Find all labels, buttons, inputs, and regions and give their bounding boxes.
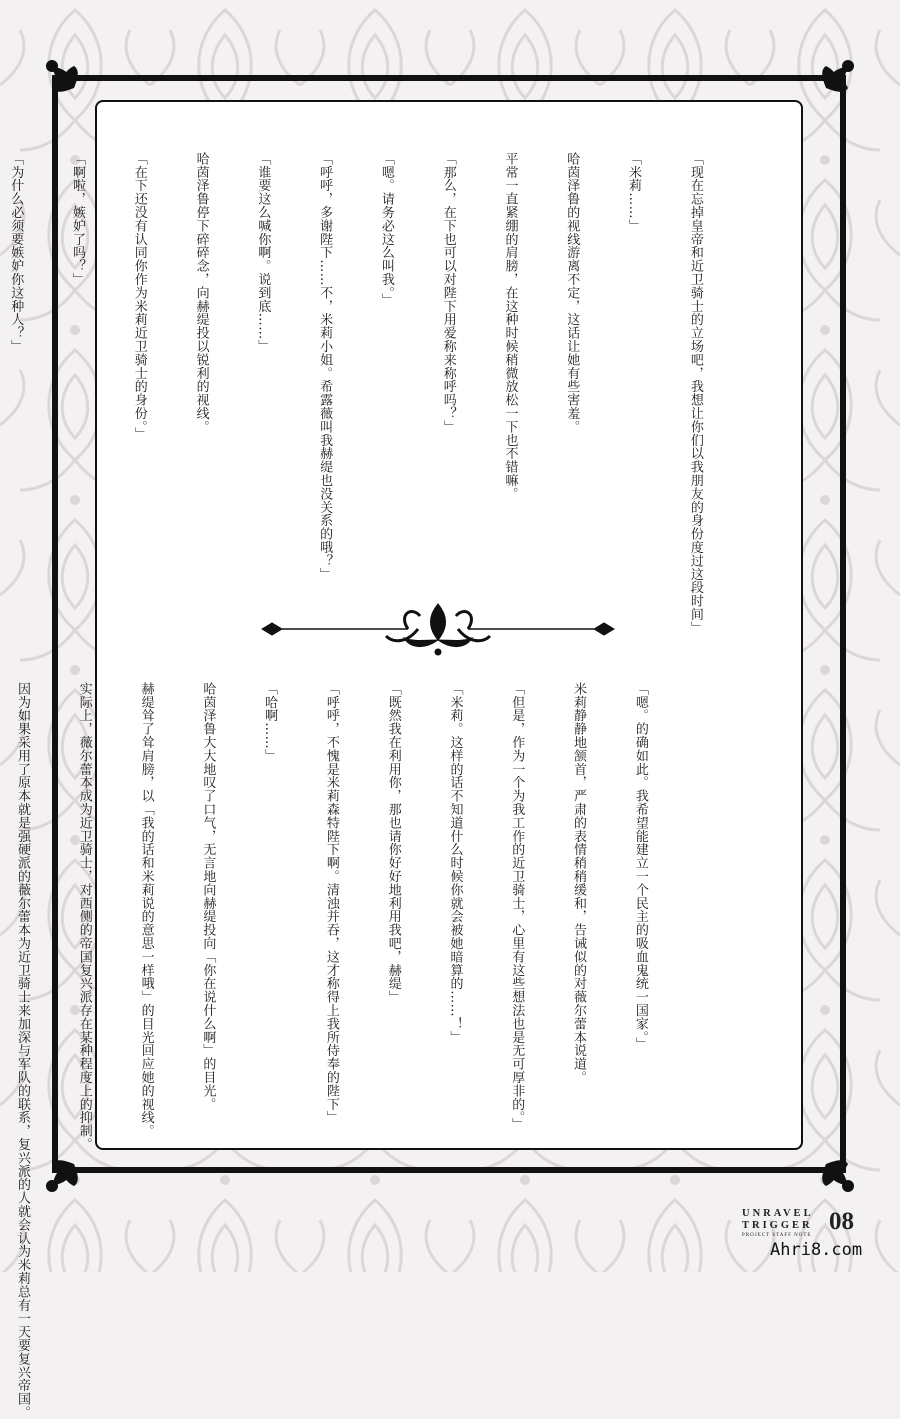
series-logo bbox=[742, 1208, 814, 1240]
text-line: 「呼呼，不愧是米莉森特陛下啊。清浊并吞，这才称得上我所侍奉的陛下」 bbox=[323, 682, 339, 1125]
fleur-ornament-icon bbox=[38, 1128, 110, 1200]
fleur-ornament-icon bbox=[790, 52, 862, 124]
text-line: 「为什么必须要嫉妒你这种人？」 bbox=[8, 152, 24, 353]
text-line: 赫缇耸了耸肩膀，以「我的话和米莉说的意思一样哦」的目光回应她的视线。 bbox=[138, 682, 154, 1138]
text-line: 「呼呼，多谢陛下……不，米莉小姐。希露薇叫我赫缇也没关系的哦？」 bbox=[317, 152, 333, 581]
text-line: 米莉静静地颔首，严肃的表情稍稍缓和，告诫似的对薇尔蕾本说道。 bbox=[571, 682, 587, 1084]
text-line: 「现在忘掉皇帝和近卫骑士的立场吧，我想让你们以我朋友的身份度过这段时间」 bbox=[687, 152, 703, 635]
fleur-ornament-icon bbox=[790, 1128, 862, 1200]
text-line: 「啊啦，嫉妒了吗？」 bbox=[70, 152, 85, 286]
watermark: Ahri8.com bbox=[770, 1240, 863, 1260]
text-line: 「谁要这么喊你啊。说到底……」 bbox=[255, 152, 271, 353]
flourish-divider-icon bbox=[258, 598, 618, 660]
text-line: 哈茵泽鲁大大地叹了口气，无言地向赫缇投向「你在说什么啊」的目光。 bbox=[200, 682, 216, 1111]
text-line: 「但是，作为一个为我工作的近卫骑士，心里有这些想法也是无可厚非的。」 bbox=[509, 682, 525, 1132]
text-line: 「米莉……」 bbox=[626, 152, 642, 233]
text-block-top bbox=[8, 152, 746, 635]
text-block-bottom bbox=[15, 682, 691, 1419]
text-line: 平常一直紧绷的肩膀，在这种时候稍微放松一下也不错嘛。 bbox=[502, 152, 518, 501]
text-line: 「嗯。请务必这么叫我。」 bbox=[378, 152, 394, 307]
text-line: 哈茵泽鲁的视线游离不定，这话让她有些害羞。 bbox=[564, 152, 580, 434]
page-number: 08 bbox=[829, 1208, 854, 1235]
logo-subtitle: PROJECT STAFF NOTE bbox=[742, 1233, 812, 1238]
text-line: 「那么，在下也可以对陛下用爱称来称呼吗？」 bbox=[440, 152, 456, 434]
text-line: 实际上，薇尔蕾本成为近卫骑士，对西侧的帝国复兴派存在某种程度上的抑制。 bbox=[76, 682, 92, 1151]
text-line: 因为如果采用了原本就是强硬派的薇尔蕾本为近卫骑士来加深与军队的联系，复兴派的人就会认为米莉总有一天要复兴帝国。 bbox=[15, 682, 30, 1419]
logo-line-1: UNRAVEL bbox=[742, 1208, 814, 1219]
logo-line-2: TRIGGER bbox=[742, 1220, 813, 1231]
text-line: 「米莉。这样的话不知道什么时候你就会被她暗算的……！」 bbox=[447, 682, 463, 1044]
text-line: 哈茵泽鲁停下碎碎念，向赫缇投以锐利的视线。 bbox=[193, 152, 209, 434]
text-line: 「哈啊……」 bbox=[262, 682, 278, 763]
text-line: 「在下还没有认同你作为米莉近卫骑士的身份。」 bbox=[131, 152, 147, 441]
text-line: 「既然我在利用你，那也请你好好地利用我吧，赫缇」 bbox=[385, 682, 401, 1004]
fleur-ornament-icon bbox=[38, 52, 110, 124]
text-line: 「嗯。的确如此。我希望能建立一个民主的吸血鬼统一国家。」 bbox=[632, 682, 648, 1051]
